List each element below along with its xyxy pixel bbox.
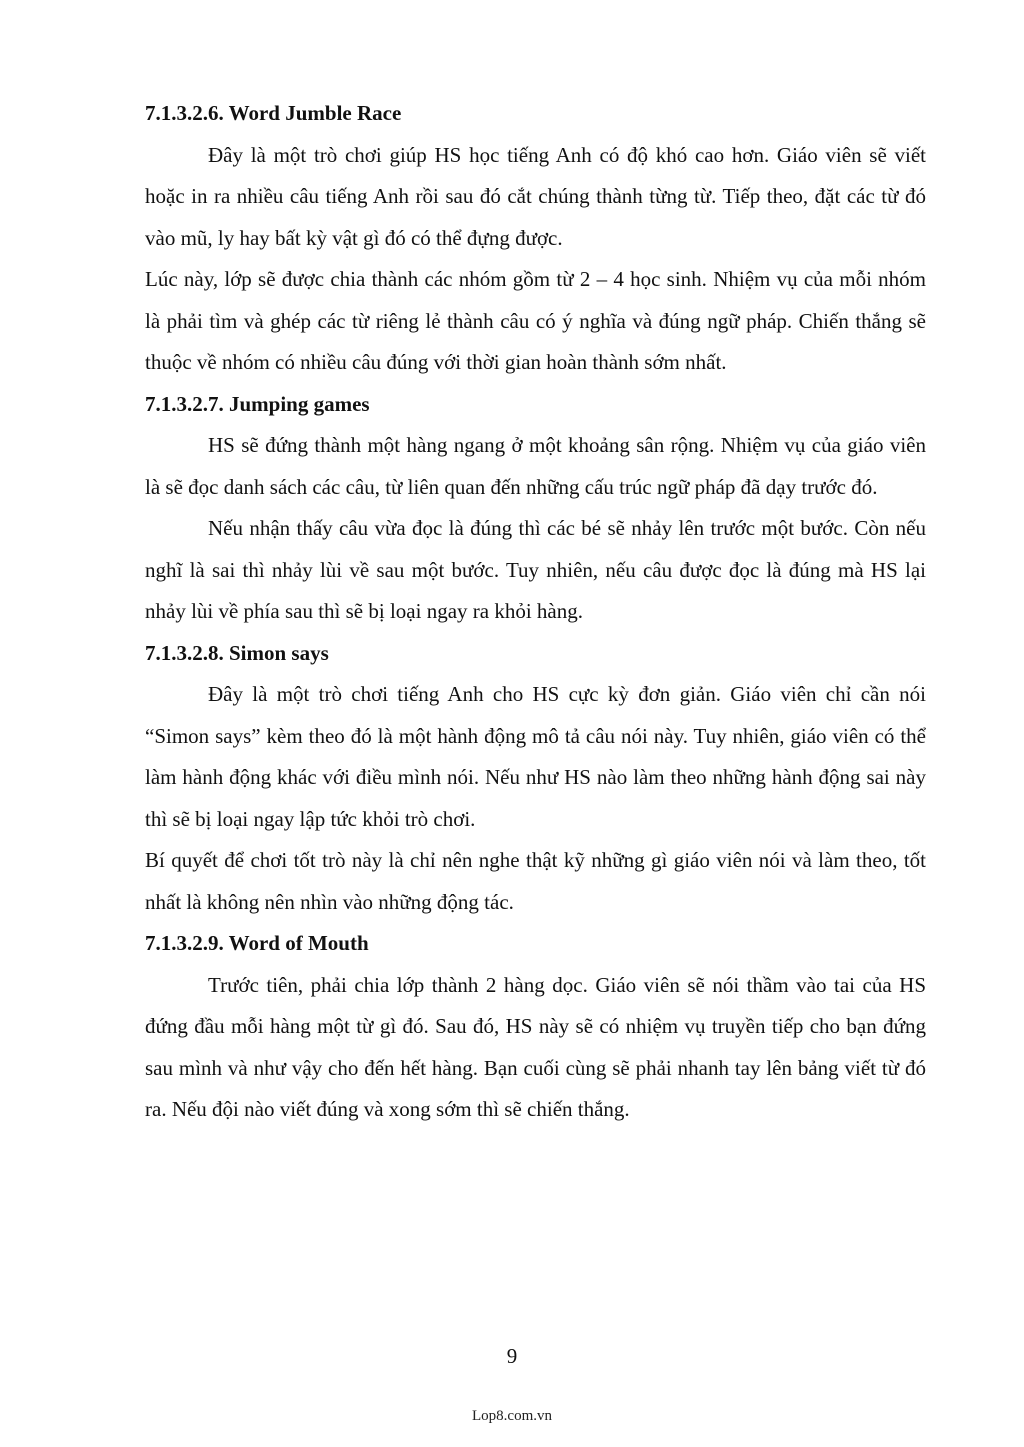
paragraph: Bí quyết để chơi tốt trò này là chỉ nên nghe thật kỹ những gì giáo viên nói và làm theo, tốt nhất là không nên nhìn vào những động tác. [145, 848, 926, 914]
paragraph: Đây là một trò chơi tiếng Anh cho HS cực kỳ đơn giản. Giáo viên chỉ cần nói “Simon says” kèm theo đó là một hành động mô tả câu nói này. Tuy nhiên, giáo viên có thể làm hành động khác với điều mình nói. Nếu như HS nào làm theo những hành động sai này thì sẽ bị loại ngay lập tức khỏi trò chơi. [145, 682, 926, 831]
paragraph: Đây là một trò chơi giúp HS học tiếng Anh có độ khó cao hơn. Giáo viên sẽ viết hoặc in ra nhiều câu tiếng Anh rồi sau đó cắt chúng thành từng từ. Tiếp theo, đặt các từ đó vào mũ, ly hay bất kỳ vật gì đó có thể đựng được. [145, 142, 926, 250]
page-number: 9 [506, 1344, 518, 1368]
section-heading: 7.1.3.2.8. Simon says [145, 640, 329, 665]
paragraph: HS sẽ đứng thành một hàng ngang ở một khoảng sân rộng. Nhiệm vụ của giáo viên là sẽ đọc danh sách các câu, từ liên quan đến những cấu trúc ngữ pháp đã dạy trước đó. [145, 433, 926, 499]
document-body [145, 93, 926, 1131]
paragraph: Lúc này, lớp sẽ được chia thành các nhóm gồm từ 2 – 4 học sinh. Nhiệm vụ của mỗi nhóm là phải tìm và ghép các từ riêng lẻ thành câu có ý nghĩa và đúng ngữ pháp. Chiến thắng sẽ thuộc về nhóm có nhiều câu đúng với thời gian hoàn thành sớm nhất. [145, 267, 926, 374]
footer-source: Lop8.com.vn [472, 1408, 552, 1424]
paragraph: Trước tiên, phải chia lớp thành 2 hàng dọc. Giáo viên sẽ nói thầm vào tai của HS đứng đầu mỗi hàng một từ gì đó. Sau đó, HS này sẽ có nhiệm vụ truyền tiếp cho bạn đứng sau mình và như vậy cho đến hết hàng. Bạn cuối cùng sẽ phải nhanh tay lên bảng viết từ đó ra. Nếu đội nào viết đúng và xong sớm thì sẽ chiến thắng. [145, 972, 926, 1121]
section-heading: 7.1.3.2.9. Word of Mouth [145, 931, 369, 955]
section-heading: 7.1.3.2.7. Jumping games [145, 391, 370, 416]
paragraph: Nếu nhận thấy câu vừa đọc là đúng thì các bé sẽ nhảy lên trước một bước. Còn nếu nghĩ là sai thì nhảy lùi về sau một bước. Tuy nhiên, nếu câu được đọc là đúng mà HS lại nhảy lùi về phía sau thì sẽ bị loại ngay ra khỏi hàng. [145, 516, 926, 623]
section-heading: 7.1.3.2.6. Word Jumble Race [145, 101, 402, 125]
